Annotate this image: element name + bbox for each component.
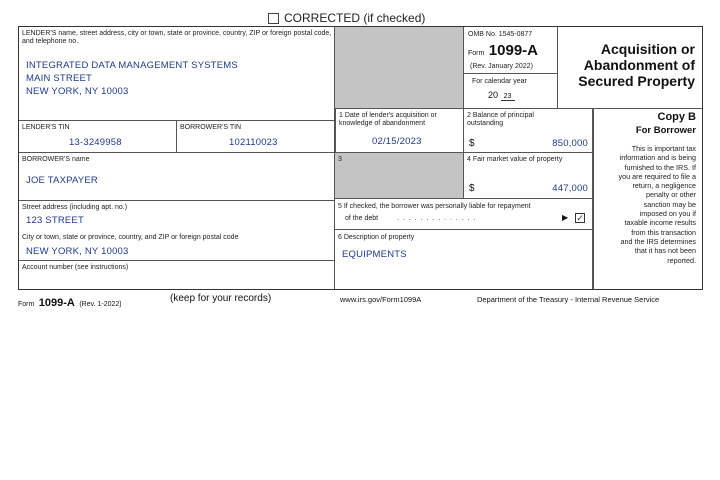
lender-street[interactable]: MAIN STREET bbox=[26, 73, 93, 84]
copy-notice-line: return, a negligence bbox=[632, 181, 696, 191]
form-number-line bbox=[468, 42, 538, 60]
box-6 bbox=[335, 230, 593, 289]
lender-info-label: LENDER'S name, street address, city or town, state or province, country, ZIP or foreign postal code, and telephone no. bbox=[22, 30, 332, 45]
box-5-arrow-icon: ▶ bbox=[562, 213, 569, 222]
box-1 bbox=[335, 108, 464, 153]
copy-name: Copy B bbox=[657, 111, 696, 123]
calendar-year-box bbox=[464, 73, 557, 108]
account-number-box bbox=[19, 261, 335, 289]
lender-tin-box bbox=[19, 121, 177, 153]
box-4-currency: $ bbox=[469, 183, 475, 194]
copy-notice-line: reported. bbox=[667, 255, 696, 265]
copy-notice-line: and the IRS determines bbox=[620, 236, 696, 246]
corrected-label: CORRECTED (if checked) bbox=[284, 11, 426, 25]
form-prefix: Form bbox=[468, 50, 485, 57]
box-5 bbox=[335, 199, 593, 230]
box-5-label-line2: of the debt bbox=[345, 215, 379, 222]
form-revision: (Rev. January 2022) bbox=[470, 63, 533, 70]
box-1-value[interactable]: 02/15/2023 bbox=[372, 136, 422, 147]
box-5-label-line1: 5 If checked, the borrower was personally liable for repayment bbox=[338, 203, 531, 210]
calendar-year-value bbox=[488, 90, 515, 101]
borrower-tin-value[interactable]: 102110023 bbox=[229, 137, 278, 148]
copy-notice-line: from this transaction bbox=[631, 227, 696, 237]
copy-notice-line: furnished to the IRS. If bbox=[624, 162, 696, 172]
copy-b-panel bbox=[593, 108, 702, 289]
lender-name[interactable]: INTEGRATED DATA MANAGEMENT SYSTEMS bbox=[26, 60, 238, 71]
box-4-label: 4 Fair market value of property bbox=[467, 156, 563, 163]
checkmark-icon: ✓ bbox=[576, 213, 584, 223]
borrower-street-value[interactable]: 123 STREET bbox=[26, 215, 84, 226]
copy-notice-line: taxable income results bbox=[624, 218, 696, 228]
copy-notice bbox=[596, 144, 696, 265]
box-5-dots: . . . . . . . . . . . . . . bbox=[397, 215, 477, 222]
year-suffix[interactable]: 23 bbox=[501, 93, 515, 101]
footer-url[interactable]: www.irs.gov/Form1099A bbox=[340, 295, 422, 304]
copy-notice-line: imposed on you if bbox=[639, 209, 696, 219]
lender-tin-value[interactable]: 13-3249958 bbox=[69, 137, 122, 148]
borrower-tin-label: BORROWER'S TIN bbox=[180, 124, 242, 131]
borrower-name-label: BORROWER'S name bbox=[22, 156, 90, 163]
lender-city[interactable]: NEW YORK, NY 10003 bbox=[26, 86, 129, 97]
box-2-currency: $ bbox=[469, 138, 475, 149]
footer-dept: Department of the Treasury - Internal Revenue Service bbox=[477, 295, 660, 304]
title-line3: Secured Property bbox=[578, 73, 695, 89]
box-2-value[interactable]: 850,000 bbox=[552, 138, 588, 149]
box-3-label: 3 bbox=[338, 156, 342, 163]
copy-notice-line: penalty or other bbox=[646, 190, 696, 200]
borrower-city-label: City or town, state or province, country, and ZIP or foreign postal code bbox=[22, 234, 239, 241]
borrower-tin-box bbox=[177, 121, 335, 153]
borrower-city-box bbox=[19, 231, 335, 261]
footer-form-name: 1099-A bbox=[38, 297, 75, 309]
box-3 bbox=[335, 153, 464, 199]
form-1099-a bbox=[18, 26, 703, 290]
corrected-checkbox-row bbox=[268, 11, 425, 25]
account-number-label: Account number (see instructions) bbox=[22, 264, 129, 271]
form-name: 1099-A bbox=[488, 42, 538, 59]
box-2 bbox=[464, 108, 593, 153]
copy-for: For Borrower bbox=[635, 125, 696, 136]
copy-notice-line: that it has not been bbox=[634, 246, 696, 256]
box-6-value[interactable]: EQUIPMENTS bbox=[342, 249, 407, 260]
box-1-label: 1 Date of lender's acquisition or knowledge of abandonment bbox=[339, 112, 437, 127]
form-title bbox=[558, 41, 695, 89]
lender-info-box bbox=[19, 27, 335, 121]
box-2-label: 2 Balance of principal outstanding bbox=[467, 112, 534, 127]
box-4-value[interactable]: 447,000 bbox=[552, 183, 588, 194]
copy-notice-line: you are required to file a bbox=[618, 171, 696, 181]
borrower-city-value[interactable]: NEW YORK, NY 10003 bbox=[26, 246, 129, 257]
borrower-name-value[interactable]: JOE TAXPAYER bbox=[26, 175, 98, 186]
year-prefix: 20 bbox=[488, 90, 499, 100]
box-6-label: 6 Description of property bbox=[338, 234, 415, 241]
copy-notice-line: sanction may be bbox=[643, 199, 696, 209]
footer-keep: (keep for your records) bbox=[170, 293, 272, 304]
box-4 bbox=[464, 153, 593, 199]
borrower-street-box bbox=[19, 201, 335, 231]
omb-number: OMB No. 1545-0877 bbox=[468, 31, 533, 38]
title-line2: Abandonment of bbox=[583, 57, 695, 73]
title-line1: Acquisition or bbox=[600, 41, 695, 57]
borrower-street-label: Street address (including apt. no.) bbox=[22, 204, 128, 211]
footer-rev: (Rev. 1-2022) bbox=[79, 301, 122, 308]
shaded-area-top bbox=[335, 27, 464, 108]
box-5-checkbox[interactable] bbox=[575, 213, 585, 223]
calendar-year-label: For calendar year bbox=[472, 78, 527, 85]
footer-form-prefix: Form bbox=[18, 301, 35, 308]
lender-tin-label: LENDER'S TIN bbox=[22, 124, 70, 131]
footer-form-id bbox=[18, 293, 122, 311]
copy-notice-line: information and is being bbox=[619, 153, 696, 163]
copy-notice-line: This is important tax bbox=[631, 144, 696, 153]
corrected-checkbox[interactable] bbox=[268, 13, 279, 24]
omb-box bbox=[464, 27, 558, 108]
borrower-name-box bbox=[19, 153, 335, 201]
